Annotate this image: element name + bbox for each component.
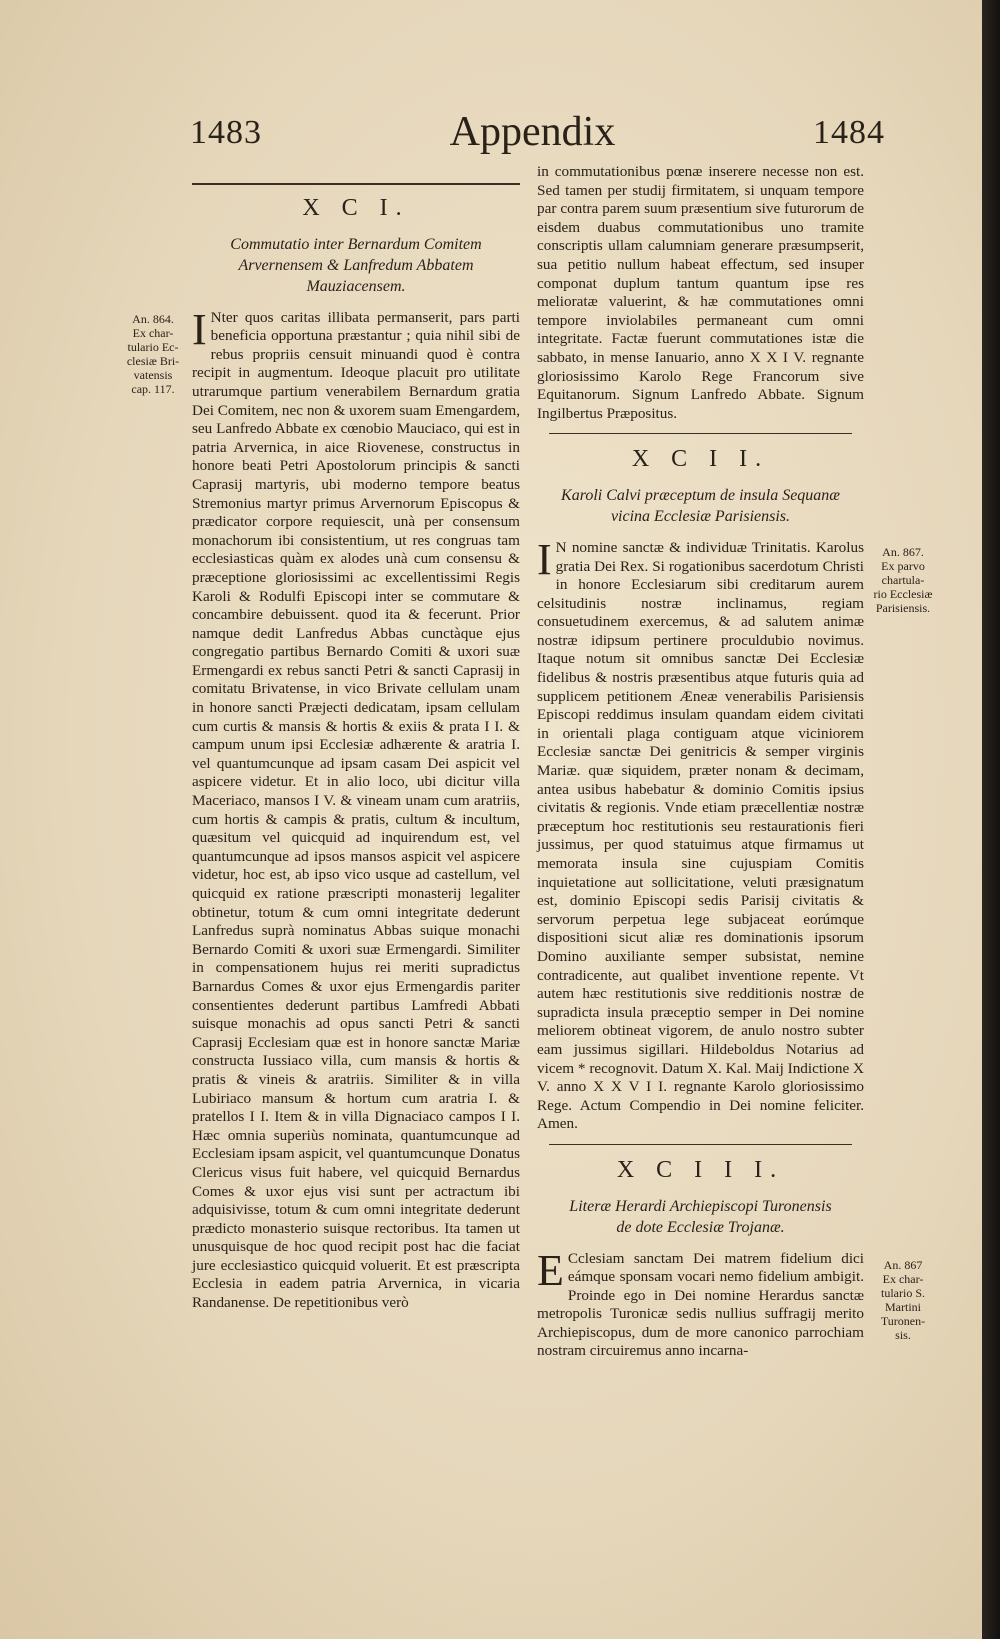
margin-note-line: Turonen-	[880, 1314, 926, 1328]
margin-note-section-92	[872, 545, 934, 615]
drop-cap: E	[537, 1245, 564, 1295]
margin-note-section-93	[872, 1258, 934, 1342]
left-page-number: 1483	[190, 114, 262, 151]
margin-note-line: An. 864.	[132, 312, 174, 326]
section-numeral: X C I I I.	[616, 1156, 785, 1183]
right-page-number: 1484	[813, 114, 885, 151]
right-column	[537, 163, 864, 1361]
margin-note-line: sis.	[895, 1328, 911, 1342]
section-title	[196, 234, 516, 297]
section-text: Cclesiam sanctam Dei matrem fidelium dici eámque sponsam vocari nemo fidelium ambigit. Proinde ego in Dei nomine Herardus sanctæ metropolis Turonicæ sedis nullius suffragij merito Archiepiscopus, dum de more canonico parrochiam nostram circuiremus anno incarna-	[537, 1249, 864, 1360]
section-body-continued	[537, 163, 864, 423]
section-text: N nomine sanctæ & individuæ Trinitatis. Karolus gratia Dei Rex. Si rogationibus sacerdotum Christi in honore Ecclesiarum sibi creditarum aurem celsitudinis nostræ inclinamus, regiam consuetudinem exercemus, & ad salutem animæ nostræ idipsum pertinere proculdubio novimus. Itaque notum sit omnibus sanctæ Dei Ecclesiæ fidelibus & nostris præsentibus atque futuris quia ad supplicem petitionem Æneæ venerabilis Parisiensis Episcopi reddimus insulam quandam eidem civitati in orientali plaga contiguam atque viciniorem Ecclesiæ sanctæ Dei genitricis & semper virginis Mariæ. quæ siquidem, præter nonam & decimam, antea usibus habebatur & dominio Comitis ipsius civitatis & regionis. Vnde etiam præcellentiæ nostræ præceptum hoc restitutionis seu restaurationis fieri jussimus, per quod statuimus atque firmamus ut memorata insula sine cujuspiam Comitis inquietatione aut sollicitatione, veluti præsignatum est, dominio Episcopi sedis Parisij civitatis & servorum perpetua lege subjaceat eorúmque dispositioni sicut aliæ res dominationis ipsorum Domino auxiliante semper subsistat, nemine contradicente, aut qualibet inventione repente. Vt autem hæc restitutionis sive redditionis nostræ de supradicta insula præceptio semper in Dei nomine meliorem obtineat vigorem, de anulo nostro subter eam jussimus sigillari. Hildeboldus Notarius ad vicem * recognovit. Datum X. Kal. Maij Indictione X V. anno X X V I I. regnante Karolo gloriosissimo Rege. Actum Compendio in Dei nomine feliciter. Amen.	[537, 538, 864, 1133]
section-title	[541, 1196, 860, 1238]
section-title-line: Commutatio inter Bernardum Comitem	[230, 235, 482, 253]
section-title-line: Arvernensem & Lanfredum Abbatem	[238, 256, 474, 274]
section-numeral: X C I.	[302, 195, 410, 221]
section-body	[192, 304, 520, 1313]
section-title-line: Literæ Herardi Archiepiscopi Turonensis	[569, 1197, 832, 1215]
drop-cap: I	[537, 534, 552, 584]
section-title-line: de dote Ecclesiæ Trojanæ.	[616, 1218, 785, 1236]
margin-note-line: Ex parvo	[881, 559, 925, 573]
section-text-part: Nter quos caritas illibata permanserit, pars parti beneficia opportuna præstantur ; quia nihil sibi de rebus propriis censuit minuandi quod è contra recipit in augmentum. Ideoque placuit pro utilitate utrarumque partium venerabilem Bernardum gratia Dei Comitem, nec non & uxorem suam Emengardem, seu Lanfredo Abbate ex cœnobio Mauciaco, qui est in patria Arvernica, in aice Riovenese, constructus in honore beati Petri Apostolorum principis & sancti Caprasij martyris, ubi moderno tempore beatus Stremonius martyr primus Arvernorum Episcopus & prædicator corpore requiescit, unà per consensum monachorum ibi consistentium, ut res congruas tam ecclesiasticas quàm ex alodes unà cum consensu & præceptione gloriosissimi ac excellentissimi Regis Karoli & Rodulfi Episcopi inter se commutare & concambire debuissent. quod ita & fecerunt. Prior namque dedit Lanfredus Abbas cunctàque ejus congregatio partibus Bernardo Comiti & uxori suæ Ermengardi ex rebus sancti Petri & sancti Caprasij in comitatu Brivatense, in vico Brivate cellulam unam in honore sancti Præjecti dedicatam, ipsam cellulam cum curtis & mansis & hortis & exiis & prata I I. & campum unum ipsi Ecclesiæ adhærente & aratria I. vel quantumcunque ad ipsam casam Dei aspicit vel aspicere videtur. Et in alio loco, ubi dicitur villa Maceriaco, mansos I V. & vineam unam cum aratriis, cum hortis & campis & pratis, cultum & incultum, quæsitum vel quicquid ad inquirendum est, vel quantumcunque ad ipsos mansos aspicit vel aspicere videtur, hoc est, ab ipso vico usque ad castellum, vel quicquid ex ratione præscripti monasterij legaliter obtinetur, totum & cum omni integritate dederunt Lanfredus suprà nominatus Abbas suique monachi Bernardo Comiti & uxori suæ Ermengardi. Similiter in compensationem hujus rei meriti supradictus Barnardus Comes & uxor ejus Ermengardis pariter consentientes dederunt partibus Lamfredi Abbati suisque monachis ad opus sancti Petri & sancti Caprasij Ecclesiam quæ est in honore sanctæ Mariæ constructa Iussiaco villa, cum mansis & hortis & pratis & vineis & aratriis. Similiter & in villa Lubiriaco mansum & hortum cum aratria I. & pratellos I I. Item & in villa Dignaciaco campos I I. Hæc omnia superiùs nominata, quantumcunque ad Ecclesiam ipsam aspicit, vel quantumcunque Donatus Clericus visus fuit habere, vel quicquid Bernardus Comes & uxor ejus visi sunt per actractum ibi adquisivisse, totum & cum omni integritate dederunt prædicto monasterio suisque rectoribus. Ita tamen ut unusquisque de hoc quod recipit post hac die faciat jure ecclesiastico quicquid voluerit. Et est præscripta Ecclesia in eadem patria Arvernica, in vicaria Randanense. De repetitionibus verò	[192, 308, 520, 1312]
drop-cap: I	[192, 304, 207, 354]
margin-note-line: rio Ecclesiæ	[873, 587, 933, 601]
running-title: Appendix	[449, 109, 616, 155]
section-title-line: Karoli Calvi præceptum de insula Sequanæ	[561, 486, 840, 504]
margin-note-line: An. 867.	[882, 545, 924, 559]
margin-note-line: An. 867	[883, 1258, 923, 1272]
left-column	[192, 183, 520, 1313]
section-title	[541, 485, 860, 527]
margin-note-line: vatensis	[133, 368, 173, 382]
margin-note-line: clesiæ Bri-	[126, 354, 180, 368]
section-divider	[549, 433, 852, 434]
running-header	[180, 108, 885, 158]
book-spine	[982, 0, 1000, 1639]
margin-note-line: cap. 117.	[131, 382, 175, 396]
section-title-line: Mauziacensem.	[306, 277, 406, 295]
margin-note-line: tulario S.	[881, 1286, 925, 1300]
margin-note-line: Martini	[885, 1300, 921, 1314]
section-body	[537, 1245, 864, 1362]
margin-note-line: Ex char-	[132, 326, 174, 340]
header-rule	[192, 183, 520, 185]
margin-note-line: tulario Ec-	[127, 340, 179, 354]
margin-note-line: Parisiensis.	[875, 601, 931, 615]
margin-note-line: Ex char-	[882, 1272, 924, 1286]
section-text-part: in commutationibus pœnæ inserere necesse non est. Sed tamen per studij firmitatem, si unquam tempore par contra parem suum præsentium sive futurorum de eisdem duabus commutationibus uno tramite conscriptis ullam calumniam generare præsumpserit, sua petitio nullum habeat effectum, sed insuper componat duplum tantum quantum ipse res melioratæ valuerint, & hæ commutationes omni tempore inviolabiles permaneant cum omni integritate. Factæ fuerunt commutationes istæ die sabbato, in mense Ianuario, anno X X I V. regnante gloriosissimo Karolo Rege Francorum sive Equitanorum. Signum Lanfredo Abbate. Signum Ingilbertus Præpositus.	[537, 163, 864, 422]
section-title-line: vicina Ecclesiæ Parisiensis.	[610, 507, 791, 525]
margin-note-line: chartula-	[881, 573, 925, 587]
section-divider	[549, 1144, 852, 1145]
section-body	[537, 534, 864, 1134]
section-numeral: X C I I.	[631, 446, 770, 473]
margin-note-section-91	[118, 312, 188, 396]
